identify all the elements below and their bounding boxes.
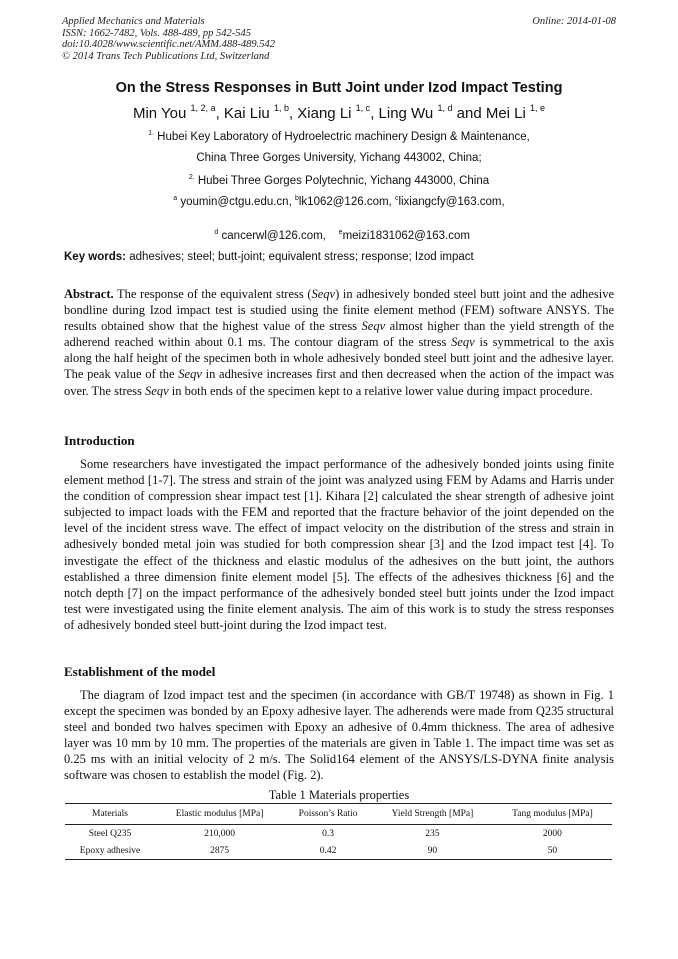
email-address[interactable]: cancerwl@126.com, <box>218 229 339 242</box>
table-caption: Table 1 Materials properties <box>268 788 410 802</box>
keywords <box>64 251 474 263</box>
email-marker: a <box>173 195 178 202</box>
online-date: Online: 2014-01-08 <box>532 16 616 27</box>
issn-line: ISSN: 1662-7482, Vols. 488-489, pp 542-545 <box>62 27 251 39</box>
materials-table <box>65 803 612 860</box>
keywords-label: Key words: <box>64 251 126 263</box>
author-list <box>0 104 678 122</box>
abstract-text: ) in adhesively bonded steel butt joint and the adhesive bondline during Izod impact test is studied using the finite element method (FEM) software ANSYS. The results obtained show that the highest value of the stress <box>64 287 614 334</box>
table-header-row <box>65 804 612 825</box>
email-address[interactable]: youmin@ctgu.edu.cn, <box>177 195 295 208</box>
paper-title: On the Stress Responses in Butt Joint under Izod Impact Testing <box>115 80 563 96</box>
table-cell: 235 <box>425 828 440 839</box>
abstract-text: in both ends of the specimen kept to a relative lower value during impact procedure. <box>168 383 593 398</box>
table-cell: 50 <box>493 842 612 860</box>
journal-name: Applied Mechanics and Materials <box>62 16 205 27</box>
table-cell: 210,000 <box>204 828 236 839</box>
affiliation-line-1 <box>0 130 678 143</box>
email-line-1 <box>0 195 678 208</box>
affiliation-text: Hubei Three Gorges Polytechnic, Yichang 443000, China <box>194 174 490 187</box>
author-superscript: 1, e <box>530 103 546 113</box>
table-row <box>65 825 612 843</box>
abstract-text: almost higher than the yield strength of the adherend reached within about 0.1 ms. The contour diagram of the stress <box>64 319 614 350</box>
table-header-cell: Yield Strength [MPa] <box>372 804 493 825</box>
author-superscript: 1, d <box>437 103 453 113</box>
abstract-text: in adhesive increases first and then decreased when the action of the impact was over. The stress <box>64 367 614 398</box>
symbol-seqv: Seqv <box>311 287 336 301</box>
affiliation-text: Hubei Key Laboratory of Hydroelectric machinery Design & Maintenance, <box>153 130 530 143</box>
table-cell: 0.42 <box>284 842 372 860</box>
table-cell: Epoxy adhesive <box>65 842 155 860</box>
affiliation-line-3 <box>0 174 678 187</box>
table-cell: 0.3 <box>322 828 335 839</box>
abstract-text: is symmetrical to the axis along the half height of the specimen both in whole adhesively bonded steel butt joint and the adhesive layer. The peak value of the <box>64 335 614 382</box>
author-name: , Xiang Li <box>288 105 352 122</box>
doi-line[interactable]: doi:10.4028/www.scientific.net/AMM.488-489.542 <box>62 39 275 50</box>
model-text: The diagram of Izod impact test and the specimen (in accordance with GB/T 19748) as shown in Fig. 1 except the specimen was bonded by an Epoxy adhesive layer. The adherends were made from Q235 structural steel and bonded two halves specimen with Epoxy an adhesive of 0.4mm thickness. The area of adhesive layer was 10 mm by 10 mm. The properties of the materials are given in Table 1. The impact time was set as 0.25 ms with an initial velocity of 2 m/s. The Solid164 element of the ANSYS/LS-DYNA finite analysis software was chosen to establish the model (Fig. 2). <box>64 688 614 783</box>
table-cell: 2000 <box>542 828 562 839</box>
page-header <box>62 16 616 62</box>
table-header-cell: Elastic modulus [MPa] <box>155 804 284 825</box>
model-heading: Establishment of the model <box>64 664 216 679</box>
email-address[interactable]: meizi1831062@163.com <box>342 229 470 242</box>
author-superscript: 1, b <box>273 103 289 113</box>
table-header-cell: Poisson’s Ratio <box>284 804 372 825</box>
introduction-paragraph <box>64 456 614 633</box>
symbol-seqv: Seqv <box>178 367 202 382</box>
model-paragraph <box>64 687 614 784</box>
copyright-line: © 2014 Trans Tech Publications Ltd, Switzerland <box>62 50 270 62</box>
affiliation-line-2: China Three Gorges University, Yichang 443002, China; <box>196 152 482 164</box>
author-name: Min You <box>132 105 187 122</box>
table-cell: 90 <box>372 842 493 860</box>
keywords-text: adhesives; steel; butt-joint; equivalent stress; response; Izod impact <box>126 251 474 263</box>
author-name: , Ling Wu <box>370 105 434 122</box>
author-superscript: 1, 2, a <box>190 103 216 113</box>
table-cell: 2875 <box>155 842 284 860</box>
introduction-text: Some researchers have investigated the impact performance of the adhesively bonded joints using finite element method [1-7]. The stress and strain of the joint was analyzed using FEM by Adams and Harris under the condition of compression shear impact test [1]. Kihara [2] calculated the shear strength of adhesive joint subjected to impact loads with the FEM and reported that the fracture behavior of the joint depended on the level of the incident stress wave. The effect of impact velocity on the distribution of the stress and strain in adhesively bonded metal join was studied for both compression shear [3] and the Izod impact test [4]. To investigate the effect of the thickness and elastic modulus of the adhesives on the butt joint, the authors established a three dimension finite element model [5]. The effects of the adhesives thickness [6] and the notch depth [7] on the impact performance of the adhesively bonded steel butt joints under the Izod impact test were investigated using the finite element analysis. The aim of this work is to study the stress responses of adhesively bonded steel butt-joint during the Izod impact test. <box>64 457 614 632</box>
affiliation-marker: 2. <box>188 174 195 181</box>
table-cell: Steel Q235 <box>88 828 132 839</box>
email-line-2 <box>0 217 678 242</box>
abstract-text: The response of the equivalent stress ( <box>113 287 312 301</box>
table-header-cell: Materials <box>65 804 155 825</box>
table-row <box>65 842 612 860</box>
author-name: , Kai Liu <box>215 105 270 122</box>
email-address[interactable]: lk1062@126.com, <box>298 195 395 208</box>
email-marker: b <box>294 195 299 202</box>
abstract-label: Abstract. <box>64 287 114 301</box>
author-name: and Mei Li <box>452 105 526 122</box>
symbol-seqv: Seqv <box>145 383 169 398</box>
email-marker: c <box>394 195 399 202</box>
abstract-paragraph <box>64 286 614 399</box>
table-header-cell: Tang modulus [MPa] <box>493 804 612 825</box>
author-superscript: 1, c <box>355 103 371 113</box>
affiliation-marker: 1. <box>148 130 154 137</box>
email-address[interactable]: lixiangcfy@163.com, <box>398 195 505 208</box>
symbol-seqv: Seqv <box>361 319 386 334</box>
symbol-seqv: Seqv <box>451 335 475 350</box>
introduction-heading: Introduction <box>64 433 135 448</box>
email-marker: d <box>214 229 219 236</box>
email-marker: e <box>338 229 343 236</box>
